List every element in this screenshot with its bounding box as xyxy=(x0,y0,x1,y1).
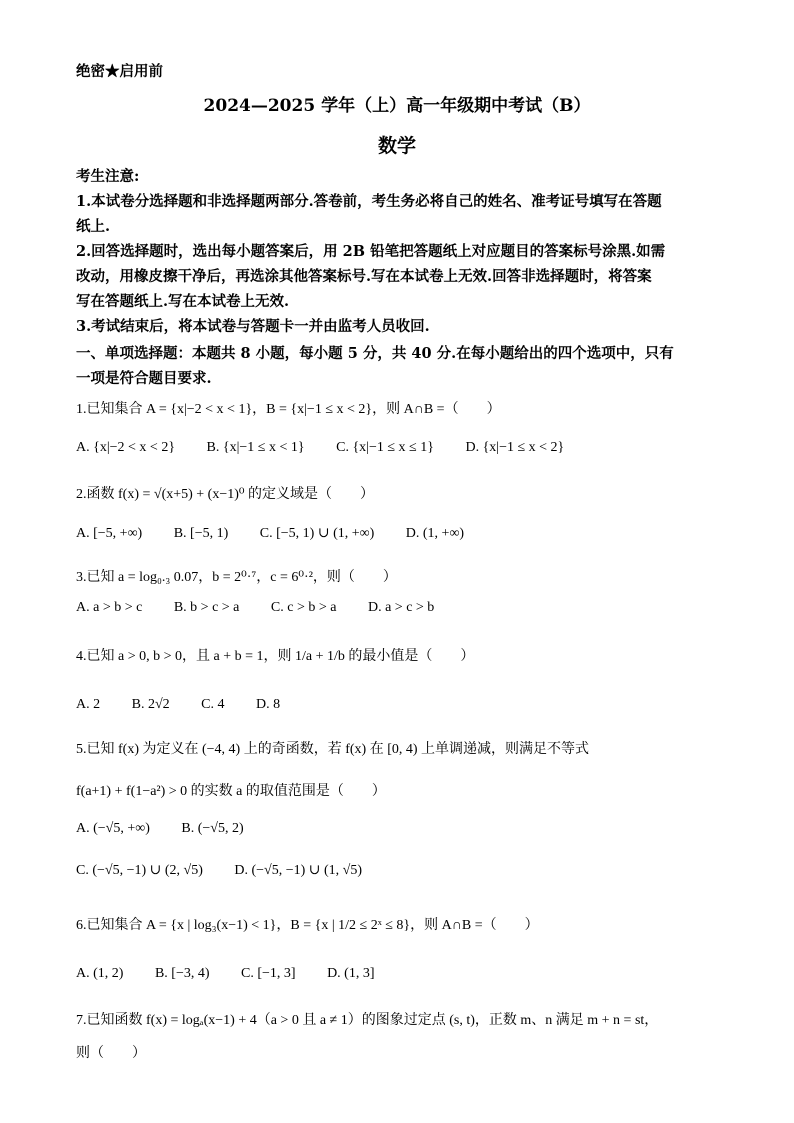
notes-heading: 考生注意: xyxy=(76,168,140,185)
option-d: D. {x|−1 ≤ x < 2} xyxy=(465,440,565,455)
option-a: A. {x|−2 < x < 2} xyxy=(76,440,176,455)
question-stem: 6.已知集合 A = {x | log₃(x−1) < 1}，B = {x | 1/2 ≤ 2ˣ ≤ 8}，则 A∩B =（ ） xyxy=(76,918,539,933)
question-options xyxy=(76,600,462,616)
option-d: D. a > c > b xyxy=(367,600,435,615)
question-stem: 3.已知 a = log₀.₃ 0.07，b = 2⁰·⁷，c = 6⁰·²，则（ ） xyxy=(76,570,397,585)
option-b: B. (−√5, 2) xyxy=(181,821,244,836)
option-c: C. (−√5, −1) ∪ (2, √5) xyxy=(76,863,203,878)
option-c: C. [−5, 1) ∪ (1, +∞) xyxy=(259,526,375,541)
option-a: A. (−√5, +∞) xyxy=(76,821,150,836)
question-options xyxy=(76,440,592,456)
secret-label: 绝密★启用前 xyxy=(76,63,163,80)
option-d: D. (−√5, −1) ∪ (1, √5) xyxy=(234,863,363,878)
question-options xyxy=(76,525,492,542)
option-a: A. 2 xyxy=(76,697,101,712)
option-b: B. [−3, 4) xyxy=(154,966,210,981)
option-c: C. 4 xyxy=(201,697,225,712)
question-options xyxy=(76,821,272,837)
note-line: 3.考试结束后，将本试卷与答题卡一并由监考人员收回. xyxy=(76,318,430,335)
question-options xyxy=(76,966,403,982)
option-d: D. (1, +∞) xyxy=(405,526,465,541)
exam-title: 2024—2025 学年（上）高一年级期中考试（B） xyxy=(203,96,591,116)
option-a: A. [−5, +∞) xyxy=(76,526,143,541)
question-stem: 4.已知 a > 0, b > 0，且 a + b = 1，则 1/a + 1/b 的最小值是（ ） xyxy=(76,649,475,664)
note-line: 纸上. xyxy=(76,218,111,235)
option-c: C. [−1, 3] xyxy=(241,966,296,981)
question-options xyxy=(76,862,390,879)
note-line: 写在答题纸上.写在本试卷上无效. xyxy=(76,293,290,310)
option-b: B. {x|−1 ≤ x < 1} xyxy=(206,440,305,455)
question-stem: 2.函数 f(x) = √(x+5) + (x−1)⁰ 的定义域是（ ） xyxy=(76,487,375,502)
option-c: C. {x|−1 ≤ x ≤ 1} xyxy=(336,440,434,455)
note-line: 2.回答选择题时，选出每小题答案后，用 2B 铅笔把答题纸上对应题目的答案标号涂黑.如需 xyxy=(76,243,666,260)
option-a: A. a > b > c xyxy=(76,600,143,615)
section-heading: 一项是符合题目要求. xyxy=(76,370,212,387)
option-b: B. [−5, 1) xyxy=(173,526,229,541)
option-d: D. (1, 3] xyxy=(327,966,375,981)
question-stem-continued: f(a+1) + f(1−a²) > 0 的实数 a 的取值范围是（ ） xyxy=(76,784,386,799)
option-c: C. c > b > a xyxy=(270,600,337,615)
note-line: 1.本试卷分选择题和非选择题两部分.答卷前，考生务必将自己的姓名、准考证号填写在答题 xyxy=(76,193,662,210)
note-line: 改动，用橡皮擦干净后，再选涂其他答案标号.写在本试卷上无效.回答非选择题时，将答案 xyxy=(76,268,652,285)
subject-title: 数学 xyxy=(377,135,416,157)
question-stem: 7.已知函数 f(x) = logₐ(x−1) + 4（a > 0 且 a ≠ 1）的图象过定点 (s, t)，正数 m、n 满足 m + n = st， xyxy=(76,1013,659,1028)
option-a: A. (1, 2) xyxy=(76,966,124,981)
section-heading: 一、单项选择题：本题共 8 小题，每小题 5 分，共 40 分.在每小题给出的四个选项中，只有 xyxy=(76,345,674,362)
question-options xyxy=(76,697,308,713)
question-stem: 1.已知集合 A = {x|−2 < x < 1}，B = {x|−1 ≤ x < 2}，则 A∩B =（ ） xyxy=(76,402,501,417)
option-d: D. 8 xyxy=(256,697,281,712)
question-stem: 5.已知 f(x) 为定义在 (−4, 4) 上的奇函数，若 f(x) 在 [0, 4) 上单调递减，则满足不等式 xyxy=(76,742,590,757)
option-b: B. b > c > a xyxy=(173,600,240,615)
question-stem-continued: 则（ ） xyxy=(76,1046,146,1061)
option-b: B. 2√2 xyxy=(131,697,170,712)
